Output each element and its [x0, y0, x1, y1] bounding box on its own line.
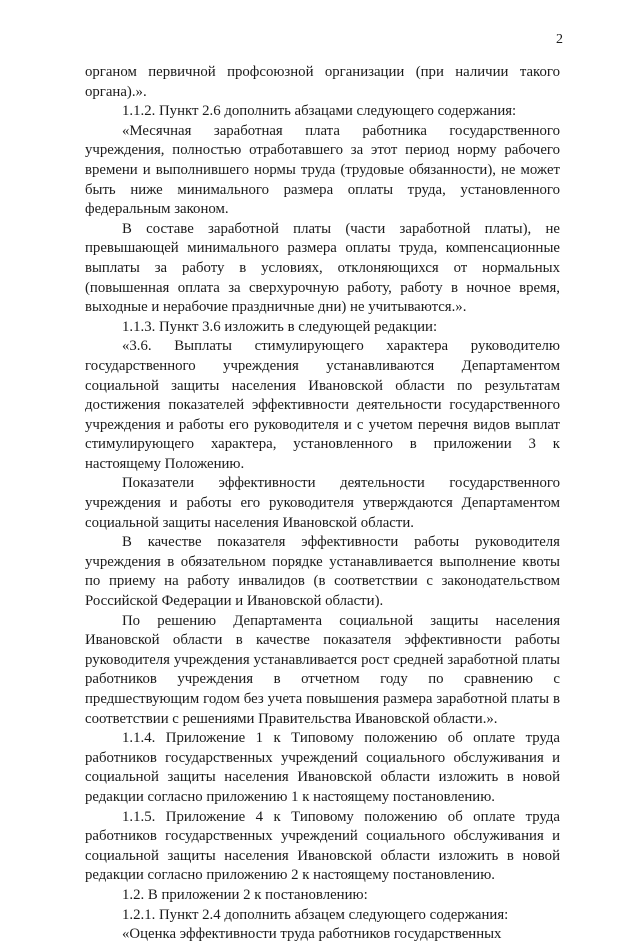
paragraph: «3.6. Выплаты стимулирующего характера руководителю государственного учреждения устанавливаются Департаментом социальной защиты населения Ивановской области по результатам достижения показателей эффективности деятельности государственного учреждения и работы его руководителя и с учетом перечня видов выплат стимулирующего характера, установленного в приложении 3 к настоящему Положению. — [85, 338, 560, 472]
paragraph: 1.1.2. Пункт 2.6 дополнить абзацами следующего содержания: — [122, 103, 517, 120]
page-number: 2 — [556, 32, 563, 47]
paragraph: органом первичной профсоюзной организации (при наличии такого органа).». — [85, 64, 560, 100]
paragraph: В составе заработной платы (части заработной платы), не превышающей минимального размера оплаты труда, компенсационные выплаты за работу в условиях, отклоняющихся от нормальных (повышенная оплата за сверхурочную работу, работу в ночное время, выходные и нерабочие праздничные дни) не учитываются.». — [85, 220, 560, 316]
paragraph: Показатели эффективности деятельности государственного учреждения и работы его руководителя утверждаются Департаментом социальной защиты населения Ивановской области. — [85, 475, 560, 531]
paragraph: В качестве показателя эффективности работы руководителя учреждения в обязательном порядке устанавливается выполнение квоты по приему на работу инвалидов (в соответствии с законодательством Российской Федерации и Ивановской области). — [85, 534, 560, 610]
paragraph: 1.1.3. Пункт 3.6 изложить в следующей редакции: — [122, 318, 438, 335]
paragraph: По решению Департамента социальной защиты населения Ивановской области в качестве показателя эффективности работы руководителя учреждения устанавливается рост средней заработной платы работников учреждения в отчетном году по сравнению с предшествующим годом без учета повышения размера заработной платы в соответствии с решениями Правительства Ивановской области.». — [85, 612, 560, 727]
paragraph: «Месячная заработная плата работника государственного учреждения, полностью отработавшего за этот период норму рабочего времени и выполнившего нормы труда (трудовые обязанности), не может быть ниже минимального размера оплаты труда, установленного федеральным законом. — [85, 122, 560, 218]
document-body — [85, 63, 560, 945]
paragraph: 1.2.1. Пункт 2.4 дополнить абзацем следующего содержания: — [122, 906, 509, 923]
paragraph: «Оценка эффективности труда работников государственных — [122, 926, 502, 943]
paragraph: 1.1.4. Приложение 1 к Типовому положению об оплате труда работников государственных учреждений социального обслуживания и социальной защиты населения Ивановской области изложить в новой редакции согласно приложению 1 к настоящему постановлению. — [85, 730, 560, 805]
paragraph: 1.2. В приложении 2 к постановлению: — [122, 886, 368, 903]
paragraph: 1.1.5. Приложение 4 к Типовому положению об оплате труда работников государственных учреждений социального обслуживания и социальной защиты населения Ивановской области изложить в новой редакции согласно приложению 2 к настоящему постановлению. — [85, 808, 560, 884]
